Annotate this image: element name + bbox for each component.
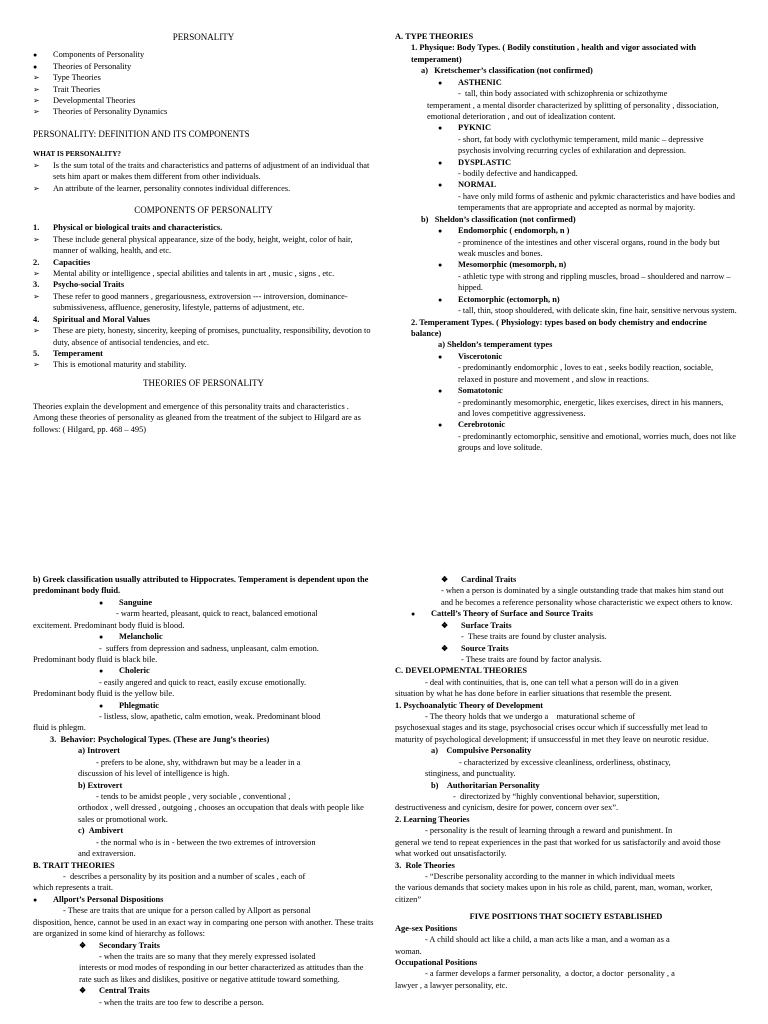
type-theories-heading: A. TYPE THEORIES: [395, 32, 474, 41]
compulsive-heading: a) Compulsive Personality: [431, 746, 532, 756]
trait-theories-text: - describes a personality by its position and a number of scales , each of: [63, 871, 306, 881]
bullet-icon: [438, 225, 452, 237]
agesex-text: woman.: [395, 946, 422, 956]
jung-desc: - tends to be amidst people , very sociable , conventional ,: [96, 792, 291, 802]
arrow-bullet-icon: [33, 183, 47, 195]
arrow-bullet-icon: [33, 291, 47, 303]
component-title: 4. Spiritual and Moral Values: [33, 314, 151, 324]
temperament-heading: 2. Temperament Types. ( Physiology: types based on body chemistry and endocrine balance): [411, 317, 707, 338]
type-name: ● Viscerotonic: [438, 351, 737, 362]
behavior-heading: 3. Behavior: Psychological Types. (These are Jung’s theories): [50, 734, 270, 744]
arrow-bullet-icon: [33, 84, 47, 96]
jung-desc: discussion of his level of intelligence is high.: [78, 769, 230, 779]
psychoanalytic-heading: 1. Psychoanalytic Theory of Development: [395, 700, 544, 710]
trait-desc: - These traits are found by factor analysis.: [461, 654, 602, 664]
trait-name: ❖ Central Traits: [79, 985, 374, 996]
toc-item: ➢ Trait Theories: [33, 84, 374, 95]
jung-type: c) Ambivert: [78, 826, 124, 836]
humor-name: ● Sanguine: [99, 597, 374, 608]
arrow-bullet-icon: [33, 72, 47, 84]
definition-item: ➢ An attribute of the learner, personality connotes individual differences.: [33, 183, 374, 194]
toc-list: [33, 49, 374, 118]
type-desc: - predominantly endomorphic , loves to eat , seeks bodily reaction, sociable, relaxed in posture and movement , and slow in reactions.: [458, 363, 714, 384]
page-title: PERSONALITY: [172, 32, 235, 42]
type-desc: temperament , a mental disorder characterized by splitting of personality , dissociation, emotional deterioration , and out of idealization content.: [427, 100, 719, 121]
type-desc: - predominantly mesomorphic, energetic, likes exercises, direct in his manners, and loves competitive aggressiveness.: [458, 397, 724, 418]
sheldon-temperament-heading: a) Sheldon’s temperament types: [438, 340, 553, 350]
toc-item: ● Components of Personality: [33, 49, 374, 60]
humor-name: ● Melancholic: [99, 631, 374, 642]
type-desc: - predominantly ectomorphic, sensitive and emotional, worries much, does not like groups and love solitude.: [458, 431, 736, 453]
occupational-text: lawyer , a lawyer personality, etc.: [395, 980, 508, 990]
diamond-bullet-icon: [79, 940, 93, 952]
component-title: 2. Capacities: [33, 257, 91, 267]
type-name: ● NORMAL: [438, 179, 737, 190]
humor-desc: - easily angered and quick to react, easily excuse emotionally.: [99, 677, 307, 687]
allport-text: - These are traits that are unique for a person called by Allport as personal: [63, 906, 311, 916]
trait-desc: - when the traits are so many that they merely expressed isolated: [99, 951, 316, 961]
jung-desc: orthodox , well dressed , outgoing , chooses an occupation that deals with people like sales or promotional work.: [78, 803, 364, 824]
bullet-icon: [99, 700, 113, 712]
bullet-icon: [438, 259, 452, 271]
type-desc: - prominence of the intestines and other visceral organs, round in the body but weak muscles and bones.: [458, 237, 720, 259]
theories-paragraph: Theories explain the development and emergence of this personality traits and characteristics . Among these theories of personality as gleaned from the treatment of the subject to Hilgard are as follows: ( Hilgard, pp. 468 – 495): [33, 402, 361, 434]
trait-theories-heading: B. TRAIT THEORIES: [33, 860, 115, 870]
components-list: [33, 222, 374, 370]
diamond-bullet-icon: [441, 620, 455, 632]
learning-text: - personality is the result of learning through a reward and punishment. In: [425, 826, 673, 836]
right-top-column: [395, 31, 737, 454]
definition-item: ➢ Is the sum total of the traits and characteristics and patterns of adjustment of an individual that sets him apart or makes them different from other individuals.: [33, 160, 374, 183]
type-desc: - short, fat body with cyclothymic temperament, mild manic – depressive psychosis involving recurring cycles of exhilaration and depression.: [458, 134, 704, 156]
component-desc: ➢ These refer to good manners , gregariousness, extroversion --- introversion, dominance-submissiveness, affluence, generosity, lifestyle, patterns of adjustment, etc.: [33, 291, 374, 314]
psychoanalytic-text: psychosexual stages and its stage, psychosocial crises occur which if successfully met lead to maturity of psychological development; if unsuccessful in met they leave on neurotic residue.: [395, 723, 709, 744]
allport-text: disposition, hence, cannot be used in an exact way in comparing one person with another. These traits are organized in some kind of hierarchy as follows:: [33, 917, 374, 939]
occupational-heading: Occupational Positions: [395, 957, 478, 967]
authoritarian-text: destructiveness and cynicism, desire for power, concern over sex”.: [395, 803, 619, 813]
trait-theories-text: which represents a trait.: [33, 883, 113, 893]
humor-desc: fluid is phlegm.: [33, 723, 86, 733]
type-desc: - have only mild forms of asthenic and pykmic characteristics and have bodies and temperaments that are appropriate and accepted as normal by majority.: [458, 191, 735, 213]
type-desc: - bodily defective and handicapped.: [458, 169, 578, 179]
arrow-bullet-icon: [33, 160, 47, 172]
toc-item: ➢ Type Theories: [33, 72, 374, 83]
trait-name: ❖ Cardinal Traits: [441, 574, 737, 585]
type-name: ● Endomorphic ( endomorph, n ): [438, 225, 737, 236]
arrow-bullet-icon: [33, 234, 47, 246]
bullet-icon: [99, 665, 113, 677]
jung-type: b) Extrovert: [78, 780, 123, 790]
left-bottom-column: [33, 574, 374, 1008]
bullet-icon: [438, 77, 452, 89]
trait-name: ❖ Source Traits: [441, 643, 737, 654]
trait-desc: - when a person is dominated by a single outstanding trade that makes him stand out and he becomes a reference personality whose characteristic we expect others to know.: [441, 586, 733, 607]
psychoanalytic-text: - The theory holds that we undergo a maturational scheme of: [425, 712, 636, 722]
component-desc: ➢ This is emotional maturity and stability.: [33, 359, 374, 370]
component-title: 3. Psycho-social Traits: [33, 280, 125, 290]
bullet-icon: [438, 385, 452, 397]
role-heading: 3. Role Theories: [395, 860, 455, 870]
arrow-bullet-icon: [33, 106, 47, 118]
greek-heading: b) Greek classification usually attributed to Hippocrates. Temperament is dependent upon the predominant body fluid.: [33, 575, 369, 596]
type-name: ● Mesomorphic (mesomorph, n): [438, 259, 737, 270]
component-desc: ➢ These include general physical appearance, size of the body, height, weight, color of hair, manner of walking, health, and etc.: [33, 234, 374, 257]
agesex-heading: Age-sex Positions: [395, 923, 458, 933]
arrow-bullet-icon: [33, 268, 47, 280]
kretschmer-heading: a) Kretschemer’s classification (not confirmed): [421, 66, 593, 76]
humor-desc: Predominant body fluid is the yellow bile.: [33, 689, 175, 699]
component-title: 5. Temperament: [33, 348, 103, 358]
jung-desc: - the normal who is in - between the two extremes of introversion: [96, 837, 316, 847]
diamond-bullet-icon: [441, 643, 455, 655]
toc-item: ➢ Developmental Theories: [33, 95, 374, 106]
learning-heading: 2. Learning Theories: [395, 814, 470, 824]
humor-desc: - suffers from depression and sadness, unpleasant, calm emotion.: [99, 643, 319, 653]
humor-desc: Predominant body fluid is black bile.: [33, 654, 158, 664]
arrow-bullet-icon: [33, 359, 47, 371]
type-name: ● DYSPLASTIC: [438, 157, 737, 168]
physique-heading: 1. Physique: Body Types. ( Bodily constitution , health and vigor associated with temperament): [411, 43, 697, 64]
sheldon-heading: b) Sheldon’s classification (not confirmed): [421, 214, 576, 224]
bullet-icon: [99, 597, 113, 609]
theories-heading: THEORIES OF PERSONALITY: [142, 377, 264, 388]
jung-desc: and extraversion.: [78, 849, 136, 859]
trait-desc: interests or mod modes of responding in our better characterized as attitudes than the rate such as likes and dislikes, positive or negative attitude toward something.: [79, 963, 364, 984]
what-heading: WHAT IS PERSONALITY?: [33, 150, 122, 158]
type-name: ● Somatotonic: [438, 385, 737, 396]
diamond-bullet-icon: [441, 574, 455, 586]
components-heading: COMPONENTS OF PERSONALITY: [134, 205, 273, 216]
cattell-heading: ● Cattell’s Theory of Surface and Source Traits: [411, 608, 737, 619]
bullet-icon: [438, 294, 452, 306]
bullet-icon: [438, 351, 452, 363]
bullet-icon: [33, 49, 47, 61]
component-title: 1. Physical or biological traits and characteristics.: [33, 223, 223, 233]
learning-text: general we tend to repeat experiences in the past that worked for us satisfactorily and avoid those what worked out unsatisfactorily.: [395, 837, 721, 859]
type-name: ● Ectomorphic (ectomorph, n): [438, 294, 737, 305]
type-desc: - athletic type with strong and rippling muscles, broad – shouldered and narrow – hipped.: [458, 271, 731, 293]
definition-heading: PERSONALITY: DEFINITION AND ITS COMPONENTS: [33, 128, 250, 139]
diamond-bullet-icon: [79, 985, 93, 997]
humor-desc: excitement. Predominant body fluid is blood.: [33, 620, 185, 630]
type-name: ● Cerebrotonic: [438, 419, 737, 430]
developmental-text: - deal with continuities, that is, one can tell what a person will do in a given: [425, 677, 679, 687]
humor-name: ● Phlegmatic: [99, 700, 374, 711]
humor-desc: - warm hearted, pleasant, quick to react, balanced emotional: [116, 609, 318, 619]
trait-name: ❖ Secondary Traits: [79, 940, 374, 951]
trait-desc: - These traits are found by cluster analysis.: [461, 632, 607, 642]
allport-heading: ● Allport’s Personal Dispositions: [33, 894, 374, 905]
arrow-bullet-icon: [33, 95, 47, 107]
developmental-text: situation by what he has done before in earlier situations that resemble the present.: [395, 689, 672, 699]
humor-name: ● Choleric: [99, 665, 374, 676]
agesex-text: - A child should act like a child, a man acts like a man, and a woman as a: [425, 935, 670, 945]
component-desc: ➢ These are piety, honesty, sincerity, keeping of promises, punctuality, responsibility, devotion to duty, absence of antisocial tendencies, and etc.: [33, 325, 374, 348]
trait-desc: - when the traits are too few to describe a person.: [99, 997, 264, 1007]
role-text: - “Describe personality according to the manner in which individual meets: [425, 871, 675, 881]
right-bottom-column: [395, 574, 737, 991]
bullet-icon: [438, 122, 452, 134]
occupational-text: - a farmer develops a farmer personality, a doctor, a doctor personality , a: [425, 969, 675, 979]
bullet-icon: [411, 608, 425, 620]
type-desc: - tall, thin, stoop shouldered, with delicate skin, fine hair, sensitive nervous system.: [458, 306, 737, 316]
bullet-icon: [438, 157, 452, 169]
bullet-icon: [33, 894, 47, 906]
five-positions-heading: FIVE POSITIONS THAT SOCIETY ESTABLISHED: [469, 912, 663, 922]
authoritarian-heading: b) Authoritarian Personality: [431, 780, 540, 790]
left-top-column: [33, 31, 374, 435]
toc-item: ● Theories of Personality: [33, 61, 374, 72]
developmental-heading: C. DEVELOPMENTAL THEORIES: [395, 666, 528, 676]
type-name: ● ASTHENIC: [438, 77, 737, 88]
trait-name: ❖ Surface Traits: [441, 620, 737, 631]
role-text: the various demands that society makes upon in his role as child, parent, man, woman, worker, citizen”: [395, 883, 713, 904]
toc-item: ➢ Theories of Personality Dynamics: [33, 106, 374, 117]
arrow-bullet-icon: [33, 325, 47, 337]
type-desc: - tall, thin body associated with schizophrenia or schizothyme: [458, 89, 668, 99]
bullet-icon: [99, 631, 113, 643]
humor-desc: - listless, slow, apathetic, calm emotion, weak. Predominant blood: [99, 712, 321, 722]
bullet-icon: [33, 61, 47, 73]
bullet-icon: [438, 419, 452, 431]
jung-desc: - prefers to be alone, shy, withdrawn but may be a leader in a: [96, 757, 301, 767]
compulsive-text: stinginess, and punctuality.: [425, 769, 516, 779]
bullet-icon: [438, 179, 452, 191]
component-desc: ➢ Mental ability or intelligence , special abilities and talents in art , music , signs , etc.: [33, 268, 374, 279]
type-name: ● PYKNIC: [438, 122, 737, 133]
compulsive-text: - characterized by excessive cleanliness, orderliness, obstinacy,: [459, 757, 671, 767]
jung-type: a) Introvert: [78, 746, 120, 756]
authoritarian-text: - directorized by “highly conventional behavior, superstition,: [453, 792, 660, 802]
